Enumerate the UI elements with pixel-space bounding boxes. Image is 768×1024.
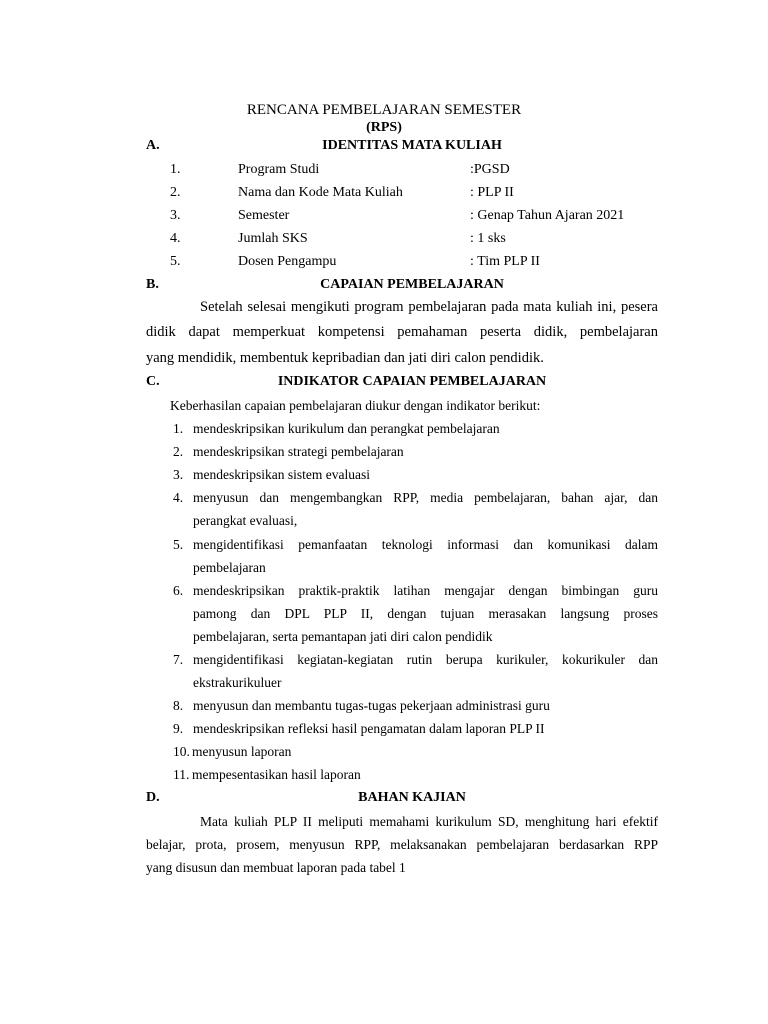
indikator-item-text: pembelajaran, serta pemantapan jati diri calon pendidik (193, 629, 493, 644)
indikator-item-number: 6. (173, 583, 184, 598)
section-d-heading: BAHAN KAJIAN (358, 790, 466, 805)
identity-row-number: 4. (170, 231, 181, 246)
identity-row-label: Program Studi (238, 162, 320, 177)
indikator-item-text: mendeskripsikan strategi pembelajaran (193, 444, 404, 459)
identity-row-value: : 1 sks (470, 231, 506, 246)
indikator-item-text: menyusun dan mengembangkan RPP, media pembelajaran, bahan ajar, dan (193, 490, 658, 505)
identity-row-label: Jumlah SKS (238, 231, 308, 246)
identity-row-number: 5. (170, 254, 181, 269)
section-b-letter: B. (146, 277, 159, 292)
section-a-letter: A. (146, 138, 160, 153)
section-c-heading: INDIKATOR CAPAIAN PEMBELAJARAN (277, 374, 547, 389)
indikator-item-text: perangkat evaluasi, (193, 513, 298, 528)
capaian-line-3: yang mendidik, membentuk kepribadian dan jati diri calon pendidik. (146, 350, 544, 366)
indikator-item-number: 1. (173, 421, 184, 436)
indikator-item-text: mendeskripsikan sistem evaluasi (193, 467, 370, 482)
section-a-heading: IDENTITAS MATA KULIAH (322, 138, 502, 153)
indikator-item-number: 10. (173, 744, 190, 759)
indikator-item-text: mendeskripsikan refleksi hasil pengamatan dalam laporan PLP II (193, 721, 545, 736)
document-subtitle: (RPS) (366, 120, 402, 135)
document-title: RENCANA PEMBELAJARAN SEMESTER (246, 102, 522, 118)
indikator-item-number: 2. (173, 444, 184, 459)
indikator-item-number: 3. (173, 467, 184, 482)
section-d-letter: D. (146, 790, 160, 805)
indikator-item-text: mempesentasikan hasil laporan (192, 767, 361, 782)
capaian-line-2: didik dapat memperkuat kompetensi pemahaman peserta didik, pembelajaran (146, 324, 658, 340)
indikator-item-number: 5. (173, 537, 184, 552)
identity-row-label: Nama dan Kode Mata Kuliah (238, 185, 403, 200)
identity-row-value: :PGSD (470, 162, 510, 177)
identity-row-number: 2. (170, 185, 181, 200)
indikator-item-text: pamong dan DPL PLP II, dengan tujuan merasakan langsung proses (193, 606, 658, 621)
identity-row-value: : PLP II (470, 185, 514, 200)
bahan-line-3: yang disusun dan membuat laporan pada tabel 1 (146, 860, 406, 875)
indikator-item-number: 4. (173, 490, 184, 505)
bahan-line-2: belajar, prota, prosem, menyusun RPP, melaksanakan pembelajaran berdasarkan RPP (146, 837, 658, 852)
indikator-item-text: pembelajaran (193, 560, 266, 575)
identity-row-value: : Genap Tahun Ajaran 2021 (470, 208, 625, 223)
section-c-letter: C. (146, 374, 160, 389)
indikator-item-text: mengidentifikasi kegiatan-kegiatan rutin berupa kurikuler, kokurikuler dan (193, 652, 658, 667)
indikator-item-number: 8. (173, 698, 184, 713)
indikator-item-text: mendeskripsikan kurikulum dan perangkat pembelajaran (193, 421, 500, 436)
indikator-item-number: 9. (173, 721, 184, 736)
indikator-item-text: ekstrakurikuluer (193, 675, 282, 690)
identity-row-label: Dosen Pengampu (238, 254, 337, 269)
identity-row-number: 1. (170, 162, 181, 177)
indikator-item-text: menyusun laporan (192, 744, 292, 759)
identity-row-label: Semester (238, 208, 290, 223)
section-b-heading: CAPAIAN PEMBELAJARAN (320, 277, 504, 292)
capaian-line-1: Setelah selesai mengikuti program pembelajaran pada mata kuliah ini, pesera (200, 299, 658, 315)
identity-row-number: 3. (170, 208, 181, 223)
indikator-intro: Keberhasilan capaian pembelajaran diukur dengan indikator berikut: (170, 398, 541, 413)
indikator-item-number: 7. (173, 652, 184, 667)
indikator-item-text: menyusun dan membantu tugas-tugas pekerjaan administrasi guru (193, 698, 550, 713)
indikator-item-text: mendeskripsikan praktik-praktik latihan mengajar dengan bimbingan guru (193, 583, 658, 598)
indikator-item-text: mengidentifikasi pemanfaatan teknologi informasi dan komunikasi dalam (193, 537, 658, 552)
identity-row-value: : Tim PLP II (470, 254, 540, 269)
indikator-item-number: 11. (173, 767, 190, 782)
bahan-line-1: Mata kuliah PLP II meliputi memahami kurikulum SD, menghitung hari efektif (200, 814, 658, 829)
